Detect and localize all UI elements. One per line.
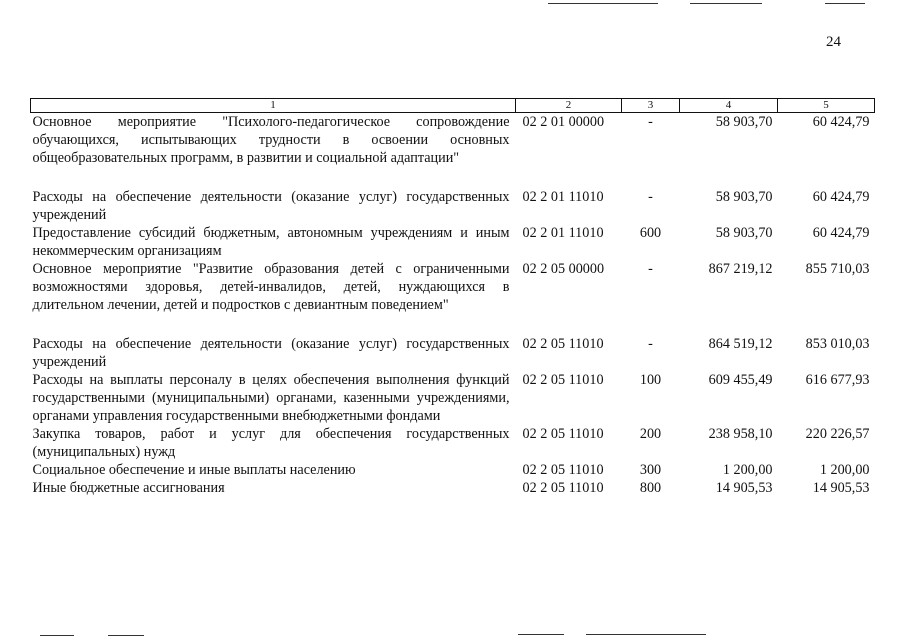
column-header: 3 [622,99,680,113]
expense-type: 200 [639,426,662,442]
amount-col4: 58 903,70 [715,189,773,205]
expense-name: Иные бюджетные ассигнования [32,480,225,496]
scan-mark [825,3,865,4]
amount-col5: 14 905,53 [812,480,870,496]
target-code: 02 2 01 11010 [522,225,604,241]
table-row [31,335,875,371]
expense-type: 800 [639,480,662,496]
target-code: 02 2 01 00000 [522,114,605,130]
scan-mark [518,634,564,635]
target-code: 02 2 05 11010 [522,480,604,496]
column-header: 4 [680,99,778,113]
amount-col5: 220 226,57 [805,426,870,442]
column-header: 5 [778,99,875,113]
target-code: 02 2 05 11010 [522,336,604,352]
expense-type: 600 [639,225,662,241]
budget-table [30,98,875,497]
amount-col5: 855 710,03 [805,261,870,277]
target-code: 02 2 05 11010 [522,426,604,442]
table-row [31,425,875,461]
amount-col4: 58 903,70 [715,114,773,130]
amount-col5: 60 424,79 [812,114,870,130]
table-header-row [31,99,875,113]
target-code: 02 2 01 11010 [522,189,604,205]
expense-type: - [648,261,653,277]
expense-name: Социальное обеспечение и иные выплаты населению [32,462,356,478]
expense-name: Предоставление субсидий бюджетным, автономным учреждениям и иным некоммерческим организациям [32,225,510,259]
column-header: 1 [31,99,516,113]
expense-name: Закупка товаров, работ и услуг для обеспечения государственных (муниципальных) нужд [32,426,510,460]
target-code: 02 2 05 11010 [522,462,604,478]
table-row [31,188,875,224]
scan-mark [690,3,762,4]
amount-col4: 238 958,10 [708,426,773,442]
amount-col4: 864 519,12 [708,336,773,352]
amount-col5: 60 424,79 [812,189,870,205]
table-row [31,224,875,260]
amount-col4: 867 219,12 [708,261,773,277]
amount-col5: 1 200,00 [819,462,870,478]
table-row [31,260,875,335]
expense-name: Основное мероприятие "Психолого-педагогическое сопровождение обучающихся, испытывающих трудности в освоении основных общеобразовательных программ, в развитии и социальной адаптации" [32,114,510,166]
expense-type: 100 [639,372,662,388]
table-row [31,479,875,497]
column-header: 2 [516,99,622,113]
table-row [31,113,875,189]
expense-name: Расходы на обеспечение деятельности (оказание услуг) государственных учреждений [32,189,510,223]
scan-mark [548,3,658,4]
expense-type: - [648,114,653,130]
scan-mark [40,635,74,636]
expense-name: Расходы на обеспечение деятельности (оказание услуг) государственных учреждений [32,336,510,370]
target-code: 02 2 05 11010 [522,372,604,388]
page-number: 24 [826,34,841,50]
table-row [31,461,875,479]
expense-name: Основное мероприятие "Развитие образования детей с ограниченными возможностями здоровья, детей-инвалидов, детей, нуждающихся в длительном лечении, детей и подростков с девиантным поведением" [32,261,510,313]
target-code: 02 2 05 00000 [522,261,605,277]
amount-col5: 60 424,79 [812,225,870,241]
amount-col4: 1 200,00 [722,462,773,478]
expense-type: 300 [639,462,662,478]
table-row [31,371,875,425]
amount-col4: 58 903,70 [715,225,773,241]
amount-col5: 853 010,03 [805,336,870,352]
scan-mark [586,634,706,635]
amount-col4: 14 905,53 [715,480,773,496]
amount-col4: 609 455,49 [708,372,773,388]
expense-name: Расходы на выплаты персоналу в целях обеспечения выполнения функций государственными (муниципальными) органами, казенными учреждениями, органами управления государственными внебюджетными фондами [32,372,510,424]
scan-mark [108,635,144,636]
expense-type: - [648,189,653,205]
amount-col5: 616 677,93 [805,372,870,388]
expense-type: - [648,336,653,352]
